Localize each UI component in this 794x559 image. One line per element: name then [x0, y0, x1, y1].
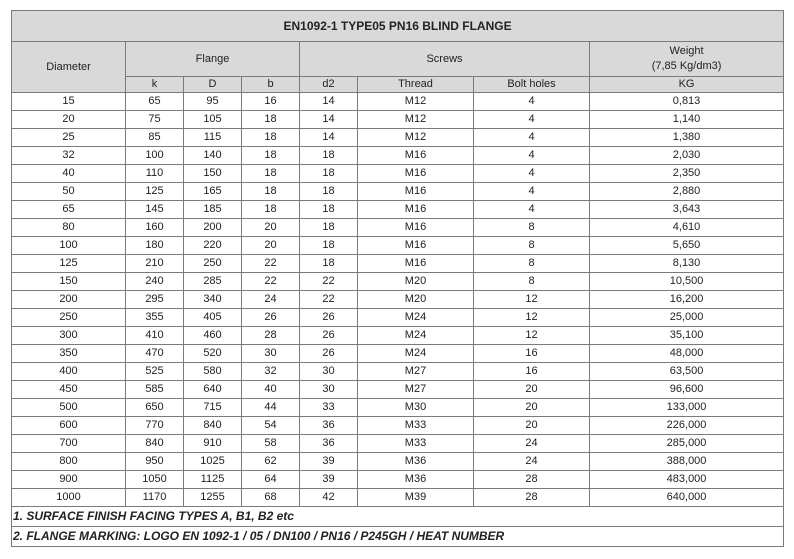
- cell-thread: M16: [358, 201, 474, 219]
- cell-diameter: 100: [12, 237, 126, 255]
- cell-k: 100: [126, 147, 184, 165]
- cell-bolt-holes: 20: [474, 399, 590, 417]
- cell-weight: 0,813: [590, 93, 784, 111]
- cell-diameter: 15: [12, 93, 126, 111]
- cell-weight: 640,000: [590, 489, 784, 507]
- subheader-d: D: [184, 77, 242, 93]
- header-weight: [590, 42, 784, 77]
- cell-bolt-holes: 4: [474, 93, 590, 111]
- cell-bolt-holes: 12: [474, 291, 590, 309]
- cell-d2: 42: [300, 489, 358, 507]
- header-flange: Flange: [126, 42, 300, 77]
- cell-b: 20: [242, 237, 300, 255]
- table-row: [12, 471, 784, 489]
- table-row: [12, 363, 784, 381]
- cell-k: 240: [126, 273, 184, 291]
- cell-bolt-holes: 20: [474, 417, 590, 435]
- header-weight-title: Weight: [669, 45, 704, 57]
- cell-d: 910: [184, 435, 242, 453]
- cell-diameter: 65: [12, 201, 126, 219]
- cell-k: 770: [126, 417, 184, 435]
- cell-bolt-holes: 12: [474, 309, 590, 327]
- cell-d: 520: [184, 345, 242, 363]
- cell-d: 1125: [184, 471, 242, 489]
- subheader-bolt-holes: Bolt holes: [474, 77, 590, 93]
- cell-weight: 25,000: [590, 309, 784, 327]
- cell-diameter: 125: [12, 255, 126, 273]
- subheader-kg: KG: [590, 77, 784, 93]
- cell-d2: 26: [300, 327, 358, 345]
- cell-d: 580: [184, 363, 242, 381]
- cell-weight: 133,000: [590, 399, 784, 417]
- table-row: [12, 381, 784, 399]
- cell-thread: M24: [358, 327, 474, 345]
- cell-diameter: 150: [12, 273, 126, 291]
- cell-k: 85: [126, 129, 184, 147]
- table-row: [12, 489, 784, 507]
- cell-bolt-holes: 4: [474, 183, 590, 201]
- cell-weight: 2,880: [590, 183, 784, 201]
- cell-d: 115: [184, 129, 242, 147]
- cell-d2: 26: [300, 345, 358, 363]
- cell-diameter: 600: [12, 417, 126, 435]
- cell-diameter: 80: [12, 219, 126, 237]
- cell-d2: 18: [300, 165, 358, 183]
- cell-diameter: 300: [12, 327, 126, 345]
- cell-k: 650: [126, 399, 184, 417]
- cell-bolt-holes: 4: [474, 165, 590, 183]
- header-diameter: Diameter: [12, 42, 126, 93]
- cell-weight: 63,500: [590, 363, 784, 381]
- cell-bolt-holes: 4: [474, 111, 590, 129]
- cell-d2: 30: [300, 363, 358, 381]
- cell-b: 40: [242, 381, 300, 399]
- cell-bolt-holes: 4: [474, 201, 590, 219]
- cell-diameter: 350: [12, 345, 126, 363]
- cell-b: 18: [242, 129, 300, 147]
- subheader-d2: d2: [300, 77, 358, 93]
- cell-d: 140: [184, 147, 242, 165]
- cell-k: 1170: [126, 489, 184, 507]
- cell-b: 22: [242, 273, 300, 291]
- cell-d: 715: [184, 399, 242, 417]
- cell-bolt-holes: 28: [474, 471, 590, 489]
- cell-bolt-holes: 16: [474, 345, 590, 363]
- cell-d: 250: [184, 255, 242, 273]
- cell-d2: 30: [300, 381, 358, 399]
- cell-weight: 483,000: [590, 471, 784, 489]
- cell-weight: 2,350: [590, 165, 784, 183]
- table-row: [12, 399, 784, 417]
- table-row: [12, 291, 784, 309]
- cell-thread: M33: [358, 417, 474, 435]
- cell-d: 1025: [184, 453, 242, 471]
- cell-b: 32: [242, 363, 300, 381]
- cell-thread: M16: [358, 237, 474, 255]
- header-weight-density: (7,85 Kg/dm3): [651, 60, 722, 72]
- cell-thread: M24: [358, 345, 474, 363]
- cell-weight: 388,000: [590, 453, 784, 471]
- cell-b: 16: [242, 93, 300, 111]
- cell-b: 68: [242, 489, 300, 507]
- cell-b: 24: [242, 291, 300, 309]
- cell-d2: 18: [300, 237, 358, 255]
- cell-bolt-holes: 8: [474, 219, 590, 237]
- table-row: [12, 201, 784, 219]
- cell-k: 950: [126, 453, 184, 471]
- cell-k: 295: [126, 291, 184, 309]
- cell-k: 75: [126, 111, 184, 129]
- cell-k: 145: [126, 201, 184, 219]
- cell-thread: M33: [358, 435, 474, 453]
- cell-b: 18: [242, 201, 300, 219]
- cell-b: 18: [242, 165, 300, 183]
- cell-bolt-holes: 8: [474, 237, 590, 255]
- cell-diameter: 500: [12, 399, 126, 417]
- table-row: [12, 111, 784, 129]
- cell-diameter: 900: [12, 471, 126, 489]
- cell-weight: 48,000: [590, 345, 784, 363]
- cell-weight: 3,643: [590, 201, 784, 219]
- cell-thread: M16: [358, 165, 474, 183]
- table-row: [12, 345, 784, 363]
- cell-d2: 36: [300, 435, 358, 453]
- cell-diameter: 250: [12, 309, 126, 327]
- cell-k: 110: [126, 165, 184, 183]
- table-row: [12, 255, 784, 273]
- cell-d: 200: [184, 219, 242, 237]
- cell-d: 640: [184, 381, 242, 399]
- cell-b: 28: [242, 327, 300, 345]
- cell-d2: 22: [300, 291, 358, 309]
- cell-thread: M16: [358, 147, 474, 165]
- cell-thread: M20: [358, 273, 474, 291]
- cell-d2: 18: [300, 219, 358, 237]
- cell-b: 18: [242, 111, 300, 129]
- cell-thread: M24: [358, 309, 474, 327]
- cell-d2: 18: [300, 147, 358, 165]
- cell-d2: 14: [300, 93, 358, 111]
- cell-d2: 39: [300, 471, 358, 489]
- cell-weight: 1,140: [590, 111, 784, 129]
- cell-bolt-holes: 16: [474, 363, 590, 381]
- cell-bolt-holes: 24: [474, 453, 590, 471]
- cell-b: 64: [242, 471, 300, 489]
- table-row: [12, 273, 784, 291]
- cell-weight: 8,130: [590, 255, 784, 273]
- cell-thread: M36: [358, 453, 474, 471]
- cell-thread: M16: [358, 255, 474, 273]
- cell-diameter: 32: [12, 147, 126, 165]
- cell-d2: 14: [300, 129, 358, 147]
- cell-b: 58: [242, 435, 300, 453]
- cell-bolt-holes: 4: [474, 147, 590, 165]
- cell-k: 585: [126, 381, 184, 399]
- table-row: [12, 309, 784, 327]
- table-row: [12, 219, 784, 237]
- cell-k: 210: [126, 255, 184, 273]
- cell-thread: M16: [358, 219, 474, 237]
- cell-k: 355: [126, 309, 184, 327]
- cell-thread: M27: [358, 381, 474, 399]
- cell-thread: M12: [358, 93, 474, 111]
- table-row: [12, 129, 784, 147]
- cell-bolt-holes: 24: [474, 435, 590, 453]
- cell-d: 340: [184, 291, 242, 309]
- cell-b: 18: [242, 183, 300, 201]
- cell-thread: M30: [358, 399, 474, 417]
- cell-d: 1255: [184, 489, 242, 507]
- cell-d2: 36: [300, 417, 358, 435]
- cell-bolt-holes: 28: [474, 489, 590, 507]
- cell-k: 1050: [126, 471, 184, 489]
- cell-k: 470: [126, 345, 184, 363]
- table-row: [12, 147, 784, 165]
- cell-d: 460: [184, 327, 242, 345]
- cell-d2: 39: [300, 453, 358, 471]
- cell-d: 105: [184, 111, 242, 129]
- cell-thread: M39: [358, 489, 474, 507]
- subheader-k: k: [126, 77, 184, 93]
- cell-k: 125: [126, 183, 184, 201]
- cell-k: 410: [126, 327, 184, 345]
- note-row: [12, 507, 784, 527]
- table-row: [12, 327, 784, 345]
- cell-d: 95: [184, 93, 242, 111]
- table-row: [12, 435, 784, 453]
- cell-k: 65: [126, 93, 184, 111]
- table-row: [12, 165, 784, 183]
- cell-b: 30: [242, 345, 300, 363]
- cell-b: 44: [242, 399, 300, 417]
- cell-d: 165: [184, 183, 242, 201]
- header-screws: Screws: [300, 42, 590, 77]
- cell-diameter: 400: [12, 363, 126, 381]
- cell-weight: 35,100: [590, 327, 784, 345]
- table-row: [12, 237, 784, 255]
- cell-d: 185: [184, 201, 242, 219]
- cell-thread: M27: [358, 363, 474, 381]
- subheader-thread: Thread: [358, 77, 474, 93]
- cell-d2: 26: [300, 309, 358, 327]
- cell-b: 20: [242, 219, 300, 237]
- cell-weight: 16,200: [590, 291, 784, 309]
- cell-diameter: 20: [12, 111, 126, 129]
- cell-d: 220: [184, 237, 242, 255]
- cell-d2: 18: [300, 255, 358, 273]
- cell-k: 525: [126, 363, 184, 381]
- cell-diameter: 1000: [12, 489, 126, 507]
- cell-d: 840: [184, 417, 242, 435]
- cell-thread: M12: [358, 111, 474, 129]
- cell-bolt-holes: 12: [474, 327, 590, 345]
- cell-d2: 18: [300, 183, 358, 201]
- cell-diameter: 200: [12, 291, 126, 309]
- cell-d2: 14: [300, 111, 358, 129]
- cell-weight: 96,600: [590, 381, 784, 399]
- cell-d: 150: [184, 165, 242, 183]
- cell-d2: 22: [300, 273, 358, 291]
- flange-table: [11, 10, 784, 547]
- cell-bolt-holes: 20: [474, 381, 590, 399]
- cell-b: 22: [242, 255, 300, 273]
- table-title: EN1092-1 TYPE05 PN16 BLIND FLANGE: [12, 11, 784, 42]
- cell-thread: M12: [358, 129, 474, 147]
- table-row: [12, 417, 784, 435]
- cell-bolt-holes: 4: [474, 129, 590, 147]
- cell-k: 840: [126, 435, 184, 453]
- cell-diameter: 40: [12, 165, 126, 183]
- cell-weight: 1,380: [590, 129, 784, 147]
- table-row: [12, 453, 784, 471]
- cell-weight: 285,000: [590, 435, 784, 453]
- cell-diameter: 700: [12, 435, 126, 453]
- cell-bolt-holes: 8: [474, 273, 590, 291]
- cell-thread: M20: [358, 291, 474, 309]
- cell-diameter: 800: [12, 453, 126, 471]
- cell-d: 405: [184, 309, 242, 327]
- subheader-b: b: [242, 77, 300, 93]
- cell-d2: 18: [300, 201, 358, 219]
- note-row: [12, 527, 784, 547]
- cell-thread: M16: [358, 183, 474, 201]
- cell-thread: M36: [358, 471, 474, 489]
- cell-weight: 226,000: [590, 417, 784, 435]
- cell-b: 26: [242, 309, 300, 327]
- cell-d2: 33: [300, 399, 358, 417]
- cell-d: 285: [184, 273, 242, 291]
- cell-diameter: 50: [12, 183, 126, 201]
- note-text: 1. SURFACE FINISH FACING TYPES A, B1, B2 etc: [12, 507, 784, 527]
- table-row: [12, 183, 784, 201]
- table-row: [12, 93, 784, 111]
- cell-b: 62: [242, 453, 300, 471]
- cell-b: 54: [242, 417, 300, 435]
- cell-k: 180: [126, 237, 184, 255]
- cell-weight: 2,030: [590, 147, 784, 165]
- cell-weight: 5,650: [590, 237, 784, 255]
- cell-k: 160: [126, 219, 184, 237]
- cell-diameter: 450: [12, 381, 126, 399]
- cell-weight: 10,500: [590, 273, 784, 291]
- cell-weight: 4,610: [590, 219, 784, 237]
- note-text: 2. FLANGE MARKING: LOGO EN 1092-1 / 05 / DN100 / PN16 / P245GH / HEAT NUMBER: [12, 527, 784, 547]
- cell-b: 18: [242, 147, 300, 165]
- cell-diameter: 25: [12, 129, 126, 147]
- cell-bolt-holes: 8: [474, 255, 590, 273]
